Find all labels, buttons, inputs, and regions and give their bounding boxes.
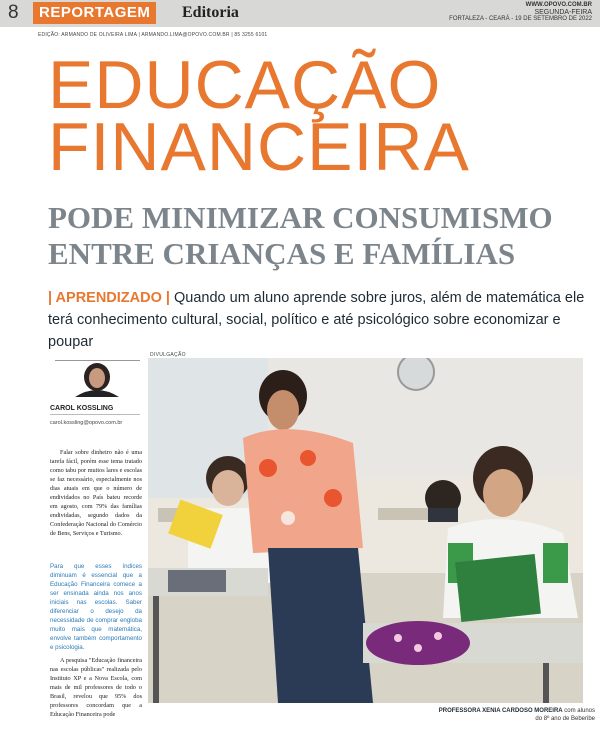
classroom-photo xyxy=(148,358,583,703)
site-info xyxy=(449,2,592,23)
page-number: 8 xyxy=(8,2,19,23)
headline-line-1: EDUCAÇÃO xyxy=(48,47,442,123)
edition-credit: EDIÇÃO: ARMANDO DE OLIVEIRA LIMA | ARMANDO.LIMA@OPOVO.COM.BR | 85 3255 6101 xyxy=(38,32,268,38)
photo-credit: DIVULGAÇÃO xyxy=(150,352,186,358)
site-url: WWW.OPOVO.COM.BR xyxy=(525,2,592,8)
deck-text: Quando um aluno aprende sobre juros, além de matemática ele terá conhecimento cultural, social, político e até psicológico sobre economizar e poupar xyxy=(48,290,585,350)
headline-line-2: FINANCEIRA xyxy=(48,109,470,185)
paragraph-1: Falar sobre dinheiro não é uma tarefa fácil, porém esse tema tratado como tabu por muitos lares e escolas se faz necessário, especialmente nos dias atuais em que o número de endividados no País bateu recorde em agosto, com 79% das famílias endividadas, segundo dados da Confederação Nacional do Comércio de Bens, Serviços e Turismo. xyxy=(50,449,142,537)
author-name: CAROL KOSSLING xyxy=(50,405,114,412)
caption-text: com alunos do 8º ano de Beberibe xyxy=(535,708,595,722)
paragraph-2: A pesquisa "Educação financeira nas escolas públicas" realizada pelo Instituto XP e a Nova Escola, com mais de mil professores de todo o Brasil, revelou que 95% dos professores concordam que a Educação Financeira pode xyxy=(50,657,142,718)
subhead-line-1: PODE MINIMIZAR CONSUMISMO xyxy=(48,200,553,235)
divider xyxy=(50,414,140,415)
author-email: carol.kossling@opovo.com.br xyxy=(50,420,123,426)
section-tag: REPORTAGEM xyxy=(33,2,156,24)
weekday: SEGUNDA-FEIRA xyxy=(534,9,592,16)
headline xyxy=(48,47,588,185)
photo-caption xyxy=(435,707,595,723)
location-date: FORTALEZA - CEARÁ - 19 DE SETEMBRO DE 2022 xyxy=(449,16,592,22)
subhead-line-2: ENTRE CRIANÇAS E FAMÍLIAS xyxy=(48,236,516,271)
author-avatar xyxy=(55,360,140,397)
deck xyxy=(48,287,588,353)
editoria-label: Editoria xyxy=(182,4,239,21)
subheadline xyxy=(48,200,588,272)
page-header-bar xyxy=(0,0,600,27)
highlight-paragraph: Para que esses índices diminuam é essencial que a Educação Financeira comece a ser ensinada ainda nos anos iniciais nas escolas. Saber diferenciar o desejo da necessidade de comprar engloba muito mais que matemática, envolve também comportamento e psicologia. xyxy=(50,563,142,651)
caption-name: PROFESSORA XENIA CARDOSO MOREIRA xyxy=(438,708,563,714)
deck-keyword: | APRENDIZADO | xyxy=(48,290,170,306)
